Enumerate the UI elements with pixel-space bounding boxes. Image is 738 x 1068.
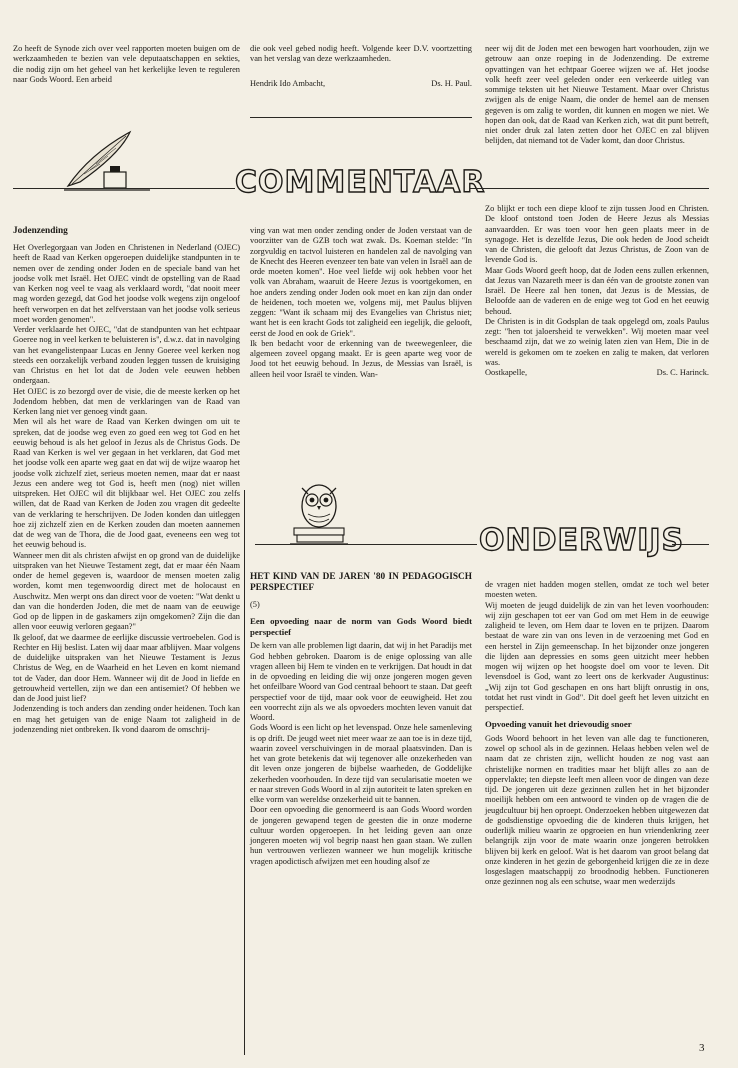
onderwijs-col2 xyxy=(250,572,472,867)
commentaar-col3-p3: De Christen is in dit Godsplan de taak opgelegd om, zoals Paulus zegt: "hen tot jaloersheid te verwekken". Wij moeten maar veel beschaamd zijn, dat we zo weinig laten zien van Hem, Die in de wereld is gekomen om te zoeken en zalig te maken, dat verloren was. xyxy=(485,316,709,367)
commentaar-col3-p2: Maar Gods Woord geeft hoop, dat de Joden eens zullen erkennen, dat Jezus van Nazareth meer is dan één van de grootste zonen van Israël. De Heere zal hen tonen, dat Jezus is de Messias, de Beloofde aan de vaderen en de enige weg tot God en het eeuwig behoud. xyxy=(485,265,709,316)
commentaar-signature-place: Oostkapelle, xyxy=(485,368,528,377)
onderwijs-col3 xyxy=(485,580,709,888)
commentaar-col1 xyxy=(13,226,240,735)
top-divider xyxy=(250,117,472,118)
top-col2 xyxy=(250,44,472,89)
onderwijs-title: HET KIND VAN DE JAREN '80 IN PEDAGOGISCH PERSPECTIEF xyxy=(250,572,472,593)
commentaar-col1-p3: Het OJEC is zo bezorgd over de visie, die de meeste kerken op het Jodendom hebben, dat men de verklaringen van de Raad van Kerken lang niet ver genoeg vindt gaan. xyxy=(13,386,240,416)
commentaar-col3-p1: Zo blijkt er toch een diepe kloof te zijn tussen Jood en Christen. De kloof ontstond toen Joden de Heere Jezus als Messias aanvaardden. Er was toen voor hen geen plaats meer in de synagoge. Het is dezelfde Jezus, Die ook heden de Jood scheidt van de Christen, die gelooft dat Jezus Christus, de Zoon van de levende God is. xyxy=(485,204,709,265)
onderwijs-rule-right xyxy=(672,544,709,545)
top-signature-author: Ds. H. Paul. xyxy=(431,78,472,88)
onderwijs-col3-p1: de vragen niet hadden mogen stellen, omdat ze toch wel beter moesten weten. xyxy=(485,580,709,600)
commentaar-heading: Jodenzending xyxy=(13,226,68,236)
onderwijs-subhead-2: Opvoeding vanuit het drievoudig snoer xyxy=(485,719,632,730)
onderwijs-part: (5) xyxy=(250,600,260,609)
commentaar-col1-p6: Ik geloof, dat we daarmee de eerlijke discussie vertroebelen. God is Rechter en Hij beslist. Laten wij daar maar afblijven. Maar volgens de duidelijke uitspraken van het Nieuwe Testament is Jezus Christus de Weg, en de Waarheid en het Leven en komt niemand tot de Vader, dan door Hem. Wanneer wij dit de Jood in liefde en getrouwheid vertellen, zijn we dan een antisemiet? Of hebben we dan de Jood juist lief? xyxy=(13,632,240,703)
top-signature xyxy=(250,79,472,89)
page-number: 3 xyxy=(699,1042,705,1054)
commentaar-col1-p5: Wanneer men dit als christen afwijst en op grond van de duidelijke uitspraken van het Nieuwe Testament zegt, dat er maar één Naam onder de hemel gegeven is, waardoor de mensen moeten zalig worden, komt men tegenwoordig direct met de holocaust en Auschwitz. Men werpt ons dan direct voor de voeten: "Wat denkt u dan van die honderden Joden, die met de naam van de eeuwige God op de lippen in de gaskamers zijn omgekomen? Zijn die dan allen voor eeuwig verloren gegaan?" xyxy=(13,550,240,632)
commentaar-col1-p4: Men wil als het ware de Raad van Kerken dwingen om uit te spreken, dat de joodse weg even zo goed een weg tot God en het eeuwig behoud is als het geloof in Jezus als de Christus Gods. De Raad van Kerken is wel ver gegaan in het verklaren, dat God met het joodse volk een aparte weg gaat en dat wij de wijze waarop het joodse volk zichzelf ziet, serieus moeten nemen, maar dat er naast Jezus een andere weg tot God is, heeft men (nog) niet willen uitspreken. Het OJEC wil dit blijkbaar wel. Het OJEC zou zelfs willen, dat de Raad van Kerken de Joden zou vragen dit gedeelte van de verklaring te herschrijven. De Joden konden dan uitleggen hoe zij zichzelf zien en de Kerken zouden dan moeten aannemen dat de weg van de Thora, die de Jood gaat, eveneens een weg tot het eeuwig behoud is. xyxy=(13,417,240,550)
onderwijs-col2-p1: De kern van alle problemen ligt daarin, dat wij in het Paradijs met God hebben gebroken. Daarom is de enige oplossing van alle vragen alleen bij Hem te vinden en te verkrijgen. Dat houdt in dat in de opvoeding en leiding die wij onze jongeren mogen geven het onfeilbare Woord van God centraal behoort te staan. Dat geeft perspectief voor de tijd, maar ook voor de eeuwigheid. Het zou een voorrecht zijn als we als opvoeders mochten leven vanuit dat Woord. xyxy=(250,641,472,722)
onderwijs-banner: ONDERWIJS xyxy=(479,523,685,558)
commentaar-col3 xyxy=(485,204,709,378)
onderwijs-col3-p3: Gods Woord behoort in het leven van alle dag te functioneren, zowel op school als in de gezinnen. Helaas hebben velen wel de naam dat ze christen zijn, wellicht houden ze nog vast aan christelijke normen en tradities maar het blijft alles zo aan de oppervlakte; ten diepste leeft men alleen voor de dingen van deze tijd. De jongeren uit deze gezinnen zullen het in het bijzonder moeilijk hebben om een antwoord te vinden op de vragen die de jeugdcultuur bij hen oproept. Onderzoeken hebben uitgewezen dat de godsdienstige opvoeding die de kinderen thuis krijgen, het ouderlijk milieu waarin ze opgroeien en hun vriendenkring zeer belangrijk zijn voor de mate waarin onze jongeren betrokken blijven bij kerk en geloof. Wat is het daarom van groot belang dat onze kinderen in het gezin de geborgenheid krijgen die ze in deze losgeslagen maatschappij zo broodnodig hebben. Functioneren onze gezinnen nog als een schutse, waar men wederzijds xyxy=(485,733,709,887)
onderwijs-rule-left xyxy=(255,544,477,545)
commentaar-signature-author: Ds. C. Harinck. xyxy=(656,368,709,377)
commentaar-col1-p1: Het Overlegorgaan van Joden en Christenen in Nederland (OJEC) heeft de Raad van Kerken opgeroepen duidelijke standpunten in te nemen over de zending onder Joden en de speciale band van het joodse volk met Israël. Het OJEC vindt de opstelling van de Raad van Kerken nog veel te vaag als verklaard wordt, "dat nooit meer mag worden gezegd, dat God het joodse volk wegens zijn ongeloof heeft verworpen en dat het zelfverstaan van het joodse volk serieus moet worden genomen". xyxy=(13,243,240,324)
owl-on-books-icon xyxy=(288,476,350,548)
top-col1-text: Zo heeft de Synode zich over veel rapporten moeten buigen om de werkzaamheden te bezien van vele deputaatschappen en sekties, die nodig zijn om het geheel van het kerkelijke leven te reguleren naar Gods Woord. Een arbeid xyxy=(13,44,240,84)
top-col3 xyxy=(485,44,709,147)
top-col3-text: neer wij dit de Joden met een bewogen hart voorhouden, zijn we getrouw aan onze roeping in de Jodenzending. De extreme opvattingen van het echtpaar Goeree wijzen we af. Het joodse volk heeft zeer veel geleden onder een verkeerde uitleg van sommige teksten uit het Nieuwe Testament. Maar over Christus zwijgen als de enige Naam, die onder de hemel aan de mensen gegeven is om zalig te worden, dit kunnen en mogen we niet. We hopen dan ook, dat de Raad van Kerken zich, wat dit punt betreft, niet onder druk zal laten zetten door het OJEC en zal blijven belijden, dat niemand tot de Vader komt, dan door Christus. xyxy=(485,44,709,146)
top-col1 xyxy=(13,44,240,85)
commentaar-col2-p2: Ik ben bedacht voor de erkenning van de tweewegenleer, die algemeen zoveel opgang maakt. Er is geen aparte weg voor de Jood tot het eeuwig behoud. In Jezus, de Messias van Israël, is alleen heil voor Israël te vinden. Wan- xyxy=(250,338,472,379)
commentaar-col2 xyxy=(250,226,472,380)
top-col2-text: die ook veel gebed nodig heeft. Volgende keer D.V. voortzetting van het verslag van deze werkzaamheden. xyxy=(250,44,472,64)
commentaar-col2-p1: ving van wat men onder zending onder de Joden verstaat van de voorzitter van de GZB toch wat zwak. Ds. Koeman stelde: "In zorgvuldig en tactvol luisteren en handelen zal de navolging van de Knecht des Heeren evenzeer ten bate van velen in Israël aan de orde moeten komen". Hoe veel liefde wij ook hebben voor het volk van Abraham, waaruit de Heere Jezus is voortgekomen, en hoe anders zending onder Joden ook moet en kan zijn dan onder de heidenen, toch moeten we, volgens mij, met Paulus blijven zeggen: "Want ik schaam mij des Evangelies van Christus niet; want het is een kracht Gods tot zaligheid een iegelijk, die gelooft, eerst de Jood en ook de Griek". xyxy=(250,226,472,338)
onderwijs-col2-p3: Door een opvoeding die genormeerd is aan Gods Woord worden de jongeren gewapend tegen de geesten die in onze moderne cultuur worden opgeroepen. In het leiding geven aan onze jongeren moeten wij vol begrip naast hen gaan staan. We zullen hun vertrouwen verliezen wanneer we hun mogelijk kritische vragen apodictisch afwijzen met een houding alsof ze xyxy=(250,805,472,866)
onderwijs-col2-p2: Gods Woord is een licht op het levenspad. Onze hele samenleving is op drift. De jeugd weet niet meer waar ze aan toe is in deze tijd, waarin zoveel verschuivingen in de moraal plaatsvinden. Dan is het van grote betekenis dat wij tegenover alle onzekerheden van dit leven onze jongeren de bijbelse waarheden, de Goddelijke zekerheden voorhouden. In deze tijd van secularisatie moeten we er naar streven Gods Woord in al zijn autoriteit te laten spreken en elke vorm van wereldse onzekerheid uit te bannen. xyxy=(250,723,472,804)
column-divider xyxy=(244,490,245,1055)
commentaar-col1-p2: Verder verklaarde het OJEC, "dat de standpunten van het echtpaar Goeree nog in veel kerken te beluisteren is", d.w.z. dat in navolging van het evangelistenpaar Lucas en Jenny Goeree veel kerken nog steeds een oorzakelijk verband zouden leggen tussen de kruisiging van Christus en het lot dat de Joden vele eeuwen hebben ondergaan. xyxy=(13,325,240,386)
top-signature-place: Hendrik Ido Ambacht, xyxy=(250,78,326,88)
onderwijs-col3-p2: Wij moeten de jeugd duidelijk de zin van het leven voorhouden: wij zijn geschapen tot eer van God om met Hem in de eeuwige zaligheid te leven, om Hem daar te loven en te prijzen. Daarom bestaat de ware zin van ons leven in de verzoening met God en een herstel in Zijn gemeenschap. In het bijzonder onze jongeren die lijden aan depressies en soms geen uitzicht meer hebben mogen wij wijzen op het hoogste doel om voor te leven. Dit levensdoel is God, want zo leert ons de kerkvader Augustinus: „Wij zijn tot God geschapen en ons hart blijft onrustig in ons, totdat het rust vindt in God". Dit doel geeft het leven uitzicht en perspectief. xyxy=(485,600,709,712)
commentaar-rule-left xyxy=(13,188,235,189)
commentaar-signature xyxy=(485,368,709,378)
commentaar-rule-right xyxy=(470,188,709,189)
commentaar-col1-p7: Jodenzending is toch anders dan zending onder heidenen. Toch kan en mag het getuigen van de enige Naam tot zaligheid in de jodenzending niet ontbreken. Ik vond daarom de omschrij- xyxy=(13,704,240,734)
quill-inkpot-icon xyxy=(60,124,155,196)
commentaar-banner: COMMENTAAR xyxy=(235,165,486,200)
onderwijs-subhead-1: Een opvoeding naar de norm van Gods Woord biedt perspectief xyxy=(250,616,472,637)
